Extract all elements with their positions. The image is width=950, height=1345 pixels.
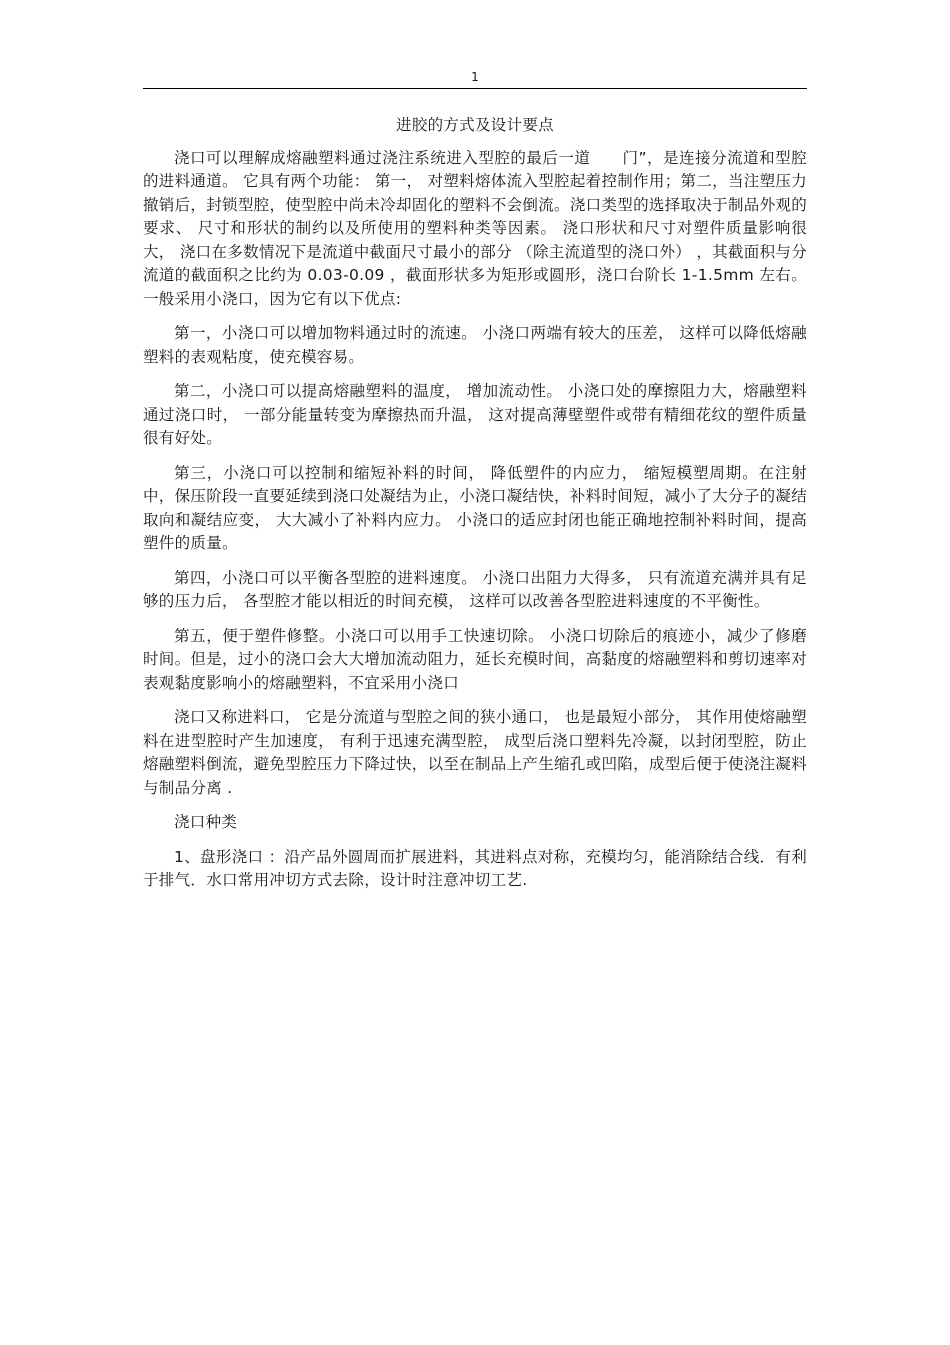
paragraph-advantage-2: 第二，小浇口可以提高熔融塑料的温度， 增加流动性。 小浇口处的摩擦阻力大，熔融塑料通过浇口时， 一部分能量转变为摩擦热而升温， 这对提高薄壁塑件或带有精细花纹的塑件质量很有好处。 [143,382,807,447]
list-item-disc-gate: 1、盘形浇口 ：沿产品外圆周而扩展进料，其进料点对称，充模均匀，能消除结合线．有利于排气．水口常用冲切方式去除，设计时注意冲切工艺. [143,847,807,889]
header-rule [143,88,807,89]
document-body [143,114,807,904]
paragraph-gate-definition: 浇口可以理解成熔融塑料通过浇注系统进入型腔的最后一道 门”，是连接分流道和型腔的进料通道。 它具有两个功能： 第一， 对塑料熔体流入型腔起着控制作用；第二，当注塑压力撤销后，封锁型腔，使型腔中尚未冷却固化的塑料不会倒流。浇口类型的选择取决于制品外观的要求、 尺寸和形状的制约以及所使用的塑料种类等因素。 浇口形状和尺寸对塑件质量影响很大， 浇口在多数情况下是流道中截面尺寸最小的部分 （除主流道型的浇口外） ，其截面积与分流道的截面积之比约为 0.03-0.09 ，截面形状多为矩形或圆形，浇口台阶长 1-1.5mm 左右。一般采用小浇口，因为它有以下优点: [143,148,807,308]
paragraph-advantage-3: 第三，小浇口可以控制和缩短补料的时间， 降低塑件的内应力， 缩短模塑周期。在注射中，保压阶段一直要延续到浇口处凝结为止，小浇口凝结快，补料时间短，减小了大分子的凝结取向和凝结应变， 大大减小了补料内应力。 小浇口的适应封闭也能正确地控制补料时间，提高塑件的质量。 [143,463,807,552]
page-number: 1 [471,70,479,84]
paragraph-advantage-1: 第一，小浇口可以增加物料通过时的流速。 小浇口两端有较大的压差， 这样可以降低熔融塑料的表观粘度，使充模容易。 [143,324,807,366]
paragraph-advantage-5: 第五，便于塑件修整。小浇口可以用手工快速切除。 小浇口切除后的痕迹小，减少了修磨时间。但是，过小的浇口会大大增加流动阻力，延长充模时间，高黏度的熔融塑料和剪切速率对表观黏度影响小的熔融塑料，不宜采用小浇口 [143,626,807,692]
paragraph-gate-function: 浇口又称进料口， 它是分流道与型腔之间的狭小通口， 也是最短小部分， 其作用使熔融塑料在进型腔时产生加速度， 有利于迅速充满型腔， 成型后浇口塑料先冷凝，以封闭型腔，防止熔融塑料倒流，避免型腔压力下降过快，以至在制品上产生缩孔或凹陷，成型后便于使浇注凝料与制品分离 . [143,708,807,797]
paragraph-advantage-4: 第四，小浇口可以平衡各型腔的进料速度。 小浇口出阻力大得多， 只有流道充满并具有足够的压力后， 各型腔才能以相近的时间充模， 这样可以改善各型腔进料速度的不平衡性。 [143,568,807,610]
section-heading-gate-types: 浇口种类 [174,813,238,831]
document-title: 进胶的方式及设计要点 [395,116,554,134]
